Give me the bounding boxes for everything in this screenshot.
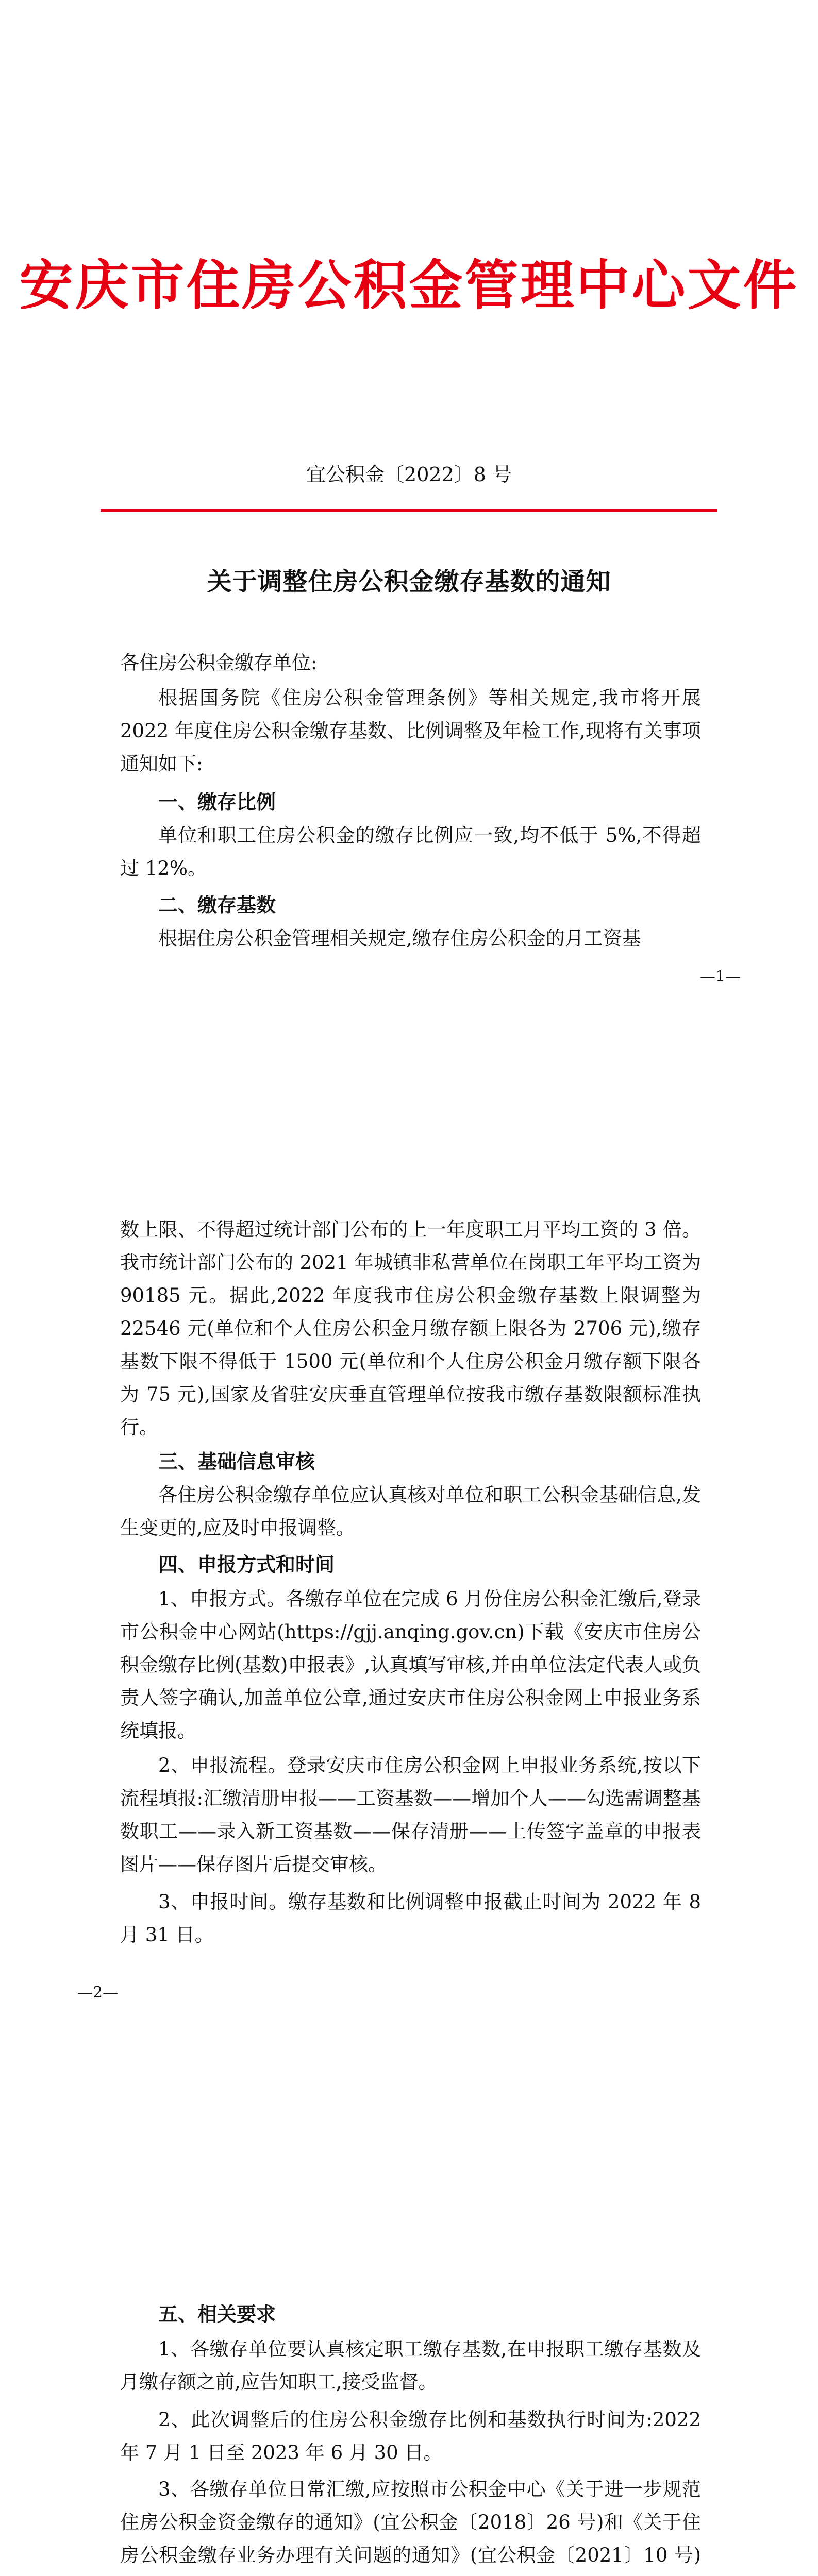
section-heading-2: 二、缴存基数 bbox=[158, 894, 276, 917]
section-4-item-1: 1、申报方式。各缴存单位在完成 6 月份住房公积金汇缴后,登录市公积金中心网站(https://gjj.anqing.gov.cn)下载《安庆市住房公积金缴存比例(基数)申报表》,认真填写审核,并由单位法定代表人或负责人签字确认,加盖单位公章,通过安庆市住房公积金网上申报业务系统填报。 bbox=[120, 1588, 701, 1742]
document-header-title: 安庆市住房公积金管理中心文件 bbox=[19, 254, 799, 317]
document-number: 宜公积金〔2022〕8 号 bbox=[306, 463, 512, 486]
section-5-item-2: 2、此次调整后的住房公积金缴存比例和基数执行时间为:2022 年 7 月 1 日至 2023 年 6 月 30 日。 bbox=[120, 2409, 701, 2464]
salutation: 各住房公积金缴存单位: bbox=[120, 652, 318, 674]
notice-title: 关于调整住房公积金缴存基数的通知 bbox=[207, 567, 611, 596]
section-5-item-1: 1、各缴存单位要认真核定职工缴存基数,在申报职工缴存基数及月缴存额之前,应告知职工,接受监督。 bbox=[120, 2338, 701, 2393]
section-4-item-2: 2、申报流程。登录安庆市住房公积金网上申报业务系统,按以下流程填报:汇缴清册申报——工资基数——增加个人——勾选需调整基数职工——录入新工资基数——保存清册——上传签字盖章的申报表图片——保存图片后提交审核。 bbox=[120, 1754, 701, 1875]
intro-paragraph: 根据国务院《住房公积金管理条例》等相关规定,我市将开展 2022 年度住房公积金缴存基数、比例调整及年检工作,现将有关事项通知如下: bbox=[120, 687, 701, 775]
section-5-item-3: 3、各缴存单位日常汇缴,应按照市公积金中心《关于进一步规范住房公积金资金缴存的通知》(宜公积金〔2018〕26 号)和《关于住房公积金缴存业务办理有关问题的通知》(宜公积金〔2021〕10 号) bbox=[120, 2478, 701, 2566]
section-heading-5: 五、相关要求 bbox=[158, 2303, 276, 2326]
page-number-2: —2— bbox=[77, 1984, 119, 2002]
section-body-2-part2: 数上限、不得超过统计部门公布的上一年度职工月平均工资的 3 倍。我市统计部门公布的 2021 年城镇非私营单位在岗职工年平均工资为 90185 元。据此,2022 年度我市住房公积金缴存基数上限调整为 22546 元(单位和个人住房公积金月缴存额上限各为 2706 元),缴存基数下限不得低于 1500 元(单位和个人住房公积金月缴存额下限各为 75 元),国家及省驻安庆垂直管理单位按我市缴存基数限额标准执行。 bbox=[120, 1218, 701, 1438]
section-4-item-3: 3、申报时间。缴存基数和比例调整申报截止时间为 2022 年 8 月 31 日。 bbox=[120, 1891, 701, 1946]
page-number-1: —1— bbox=[699, 968, 741, 986]
section-heading-4: 四、申报方式和时间 bbox=[158, 1553, 335, 1576]
section-heading-3: 三、基础信息审核 bbox=[158, 1450, 315, 1473]
section-body-3: 各住房公积金缴存单位应认真核对单位和职工公积金基础信息,发生变更的,应及时申报调整。 bbox=[120, 1484, 701, 1539]
red-divider bbox=[101, 509, 717, 512]
section-body-1: 单位和职工住房公积金的缴存比例应一致,均不低于 5%,不得超过 12%。 bbox=[120, 824, 701, 879]
section-body-2-part1: 根据住房公积金管理相关规定,缴存住房公积金的月工资基 bbox=[158, 927, 641, 950]
section-heading-1: 一、缴存比例 bbox=[158, 791, 276, 814]
